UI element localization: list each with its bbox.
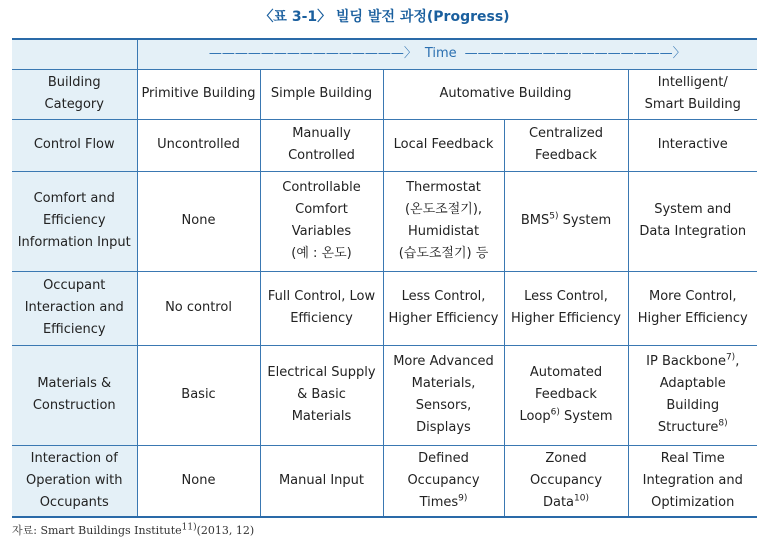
cell-line: (예 : 온도) [291,246,352,261]
row-label-line: Interaction and [24,300,124,315]
cell-centralized [504,171,628,271]
row-label-comfort [12,171,137,271]
header-row [12,69,757,119]
table-title: 〈표 3-1〉 빌딩 발전 과정(Progress) [259,9,510,25]
cell-line: Feedback [535,148,597,163]
cell-line: Higher Efficiency [511,311,621,326]
cell-line: Sensors, [415,398,472,413]
cell-text: , [735,354,740,369]
cell-line: Less Control, [401,289,486,304]
header-intelligent-line: Intelligent/ [657,75,728,90]
header-automative-building: Automative Building [383,69,628,119]
cell-line: Higher Efficiency [637,311,748,326]
cell-line: Optimization [651,494,735,510]
row-label-line: Operation with [26,472,123,488]
cell-centralized [504,345,628,445]
cell-simple: Manual Input [260,445,383,517]
cell-line: Integration and [642,472,743,488]
footnote-ref: 11) [181,522,197,533]
cell-line: Occupancy [529,472,603,488]
cell-line [387,492,501,514]
cell-line: Automated [529,365,603,380]
time-arrow-left: ———————————————〉 [208,46,417,62]
cell-text: Structure [657,420,719,435]
header-category-line: Building [47,75,101,90]
footnote-ref: 6) [550,407,560,418]
cell-intelligent: Interactive [628,119,757,171]
cell-line: Building [666,398,720,413]
cell-local-feedback: Local Feedback [383,119,504,171]
row-label-occupant [12,271,137,345]
cell-primitive: Basic [137,345,260,445]
cell-line: More Control, [649,289,737,304]
interaction-row [12,445,757,517]
cell-line: Zoned [545,450,587,466]
time-label: Time [424,46,457,62]
source-note [12,522,254,538]
header-simple-building: Simple Building [260,69,383,119]
row-label-control-flow: Control Flow [12,119,137,171]
cell-line: Thermostat [406,180,481,195]
cell-intelligent [628,171,757,271]
cell-line: Adaptable [659,376,726,391]
cell-line: Defined [418,450,469,466]
time-row-blank-cell [12,39,137,69]
cell-intelligent [628,345,757,445]
cell-line: System and [654,202,732,217]
occupant-row [12,271,757,345]
row-label-materials [12,345,137,445]
cell-text: Data [542,494,575,510]
cell-line: Higher Efficiency [388,311,499,326]
cell-line: Feedback [535,387,597,402]
row-label-line: Comfort and [33,191,115,206]
cell-line: Data Integration [639,224,747,239]
header-building-category [12,69,137,119]
header-category-line: Category [44,97,104,112]
footnote-ref: 10) [574,493,589,504]
cell-local-feedback [383,171,504,271]
cell-line: Comfort [295,202,348,217]
cell-line: Real Time [660,450,725,466]
footnote-ref: 8) [718,418,728,429]
header-intelligent-line: Smart Building [644,97,741,112]
cell-line: Humidistat [407,224,480,239]
cell-centralized [504,271,628,345]
cell-text: Loop [519,409,551,424]
cell-line: More Advanced [393,354,494,369]
cell-line: Materials, [411,376,476,391]
footnote-ref: 5) [549,211,559,222]
cell-line: Full Control, Low [267,289,376,304]
cell-line: (습도조절기) 등 [398,246,489,261]
cell-centralized [504,445,628,517]
cell-primitive: No control [137,271,260,345]
time-arrow-cell [137,39,757,69]
header-primitive-building: Primitive Building [137,69,260,119]
row-label-line: Interaction of [30,450,118,466]
row-label-line: Efficiency [42,213,106,228]
control-flow-row [12,119,757,171]
building-progress-table [12,38,757,518]
time-arrow-right: ————————————————〉 [464,46,686,62]
row-label-line: Construction [32,398,116,413]
header-intelligent-building [628,69,757,119]
footnote-ref: 9) [458,493,468,504]
cell-text: System [558,213,612,228]
cell-text: System [559,409,613,424]
cell-local-feedback [383,271,504,345]
cell-primitive: None [137,445,260,517]
cell-line: & Basic [297,387,346,402]
cell-line: Electrical Supply [267,365,376,380]
cell-line: (온도조절기), [404,202,483,217]
cell-line: Manually [292,126,351,141]
row-label-line: Occupant [43,278,106,293]
source-date: (2013, 12) [196,524,255,537]
cell-line [632,351,755,373]
cell-intelligent [628,445,757,517]
cell-line: Controlled [288,148,355,163]
cell-centralized [504,119,628,171]
cell-line: Materials [291,409,352,424]
cell-simple [260,171,383,271]
cell-intelligent [628,271,757,345]
cell-local-feedback [383,445,504,517]
cell-local-feedback [383,345,504,445]
row-label-line: Occupants [39,494,109,510]
cell-line: Centralized [528,126,604,141]
comfort-row [12,171,757,271]
cell-text: Times [419,494,459,510]
cell-simple [260,271,383,345]
cell-primitive: Uncontrolled [137,119,260,171]
cell-line: Displays [416,420,471,435]
cell-line: Efficiency [290,311,353,326]
row-label-interaction [12,445,137,517]
row-label-line: Materials & [37,376,112,391]
cell-text: BMS [520,213,550,228]
source-text: 자료: Smart Buildings Institute [12,524,182,537]
time-row [12,39,757,69]
cell-line [632,417,755,439]
cell-text: IP Backbone [646,354,726,369]
cell-line: Controllable [282,180,361,195]
cell-line [508,406,625,428]
cell-line [508,492,625,514]
cell-line: Occupancy [407,472,480,488]
cell-line: Less Control, [524,289,608,304]
cell-primitive: None [137,171,260,271]
row-label-line: Information Input [17,235,131,250]
cell-simple [260,345,383,445]
cell-line: Variables [291,224,352,239]
cell-simple [260,119,383,171]
row-label-line: Efficiency [42,322,106,337]
materials-row [12,345,757,445]
footnote-ref: 7) [725,352,736,363]
